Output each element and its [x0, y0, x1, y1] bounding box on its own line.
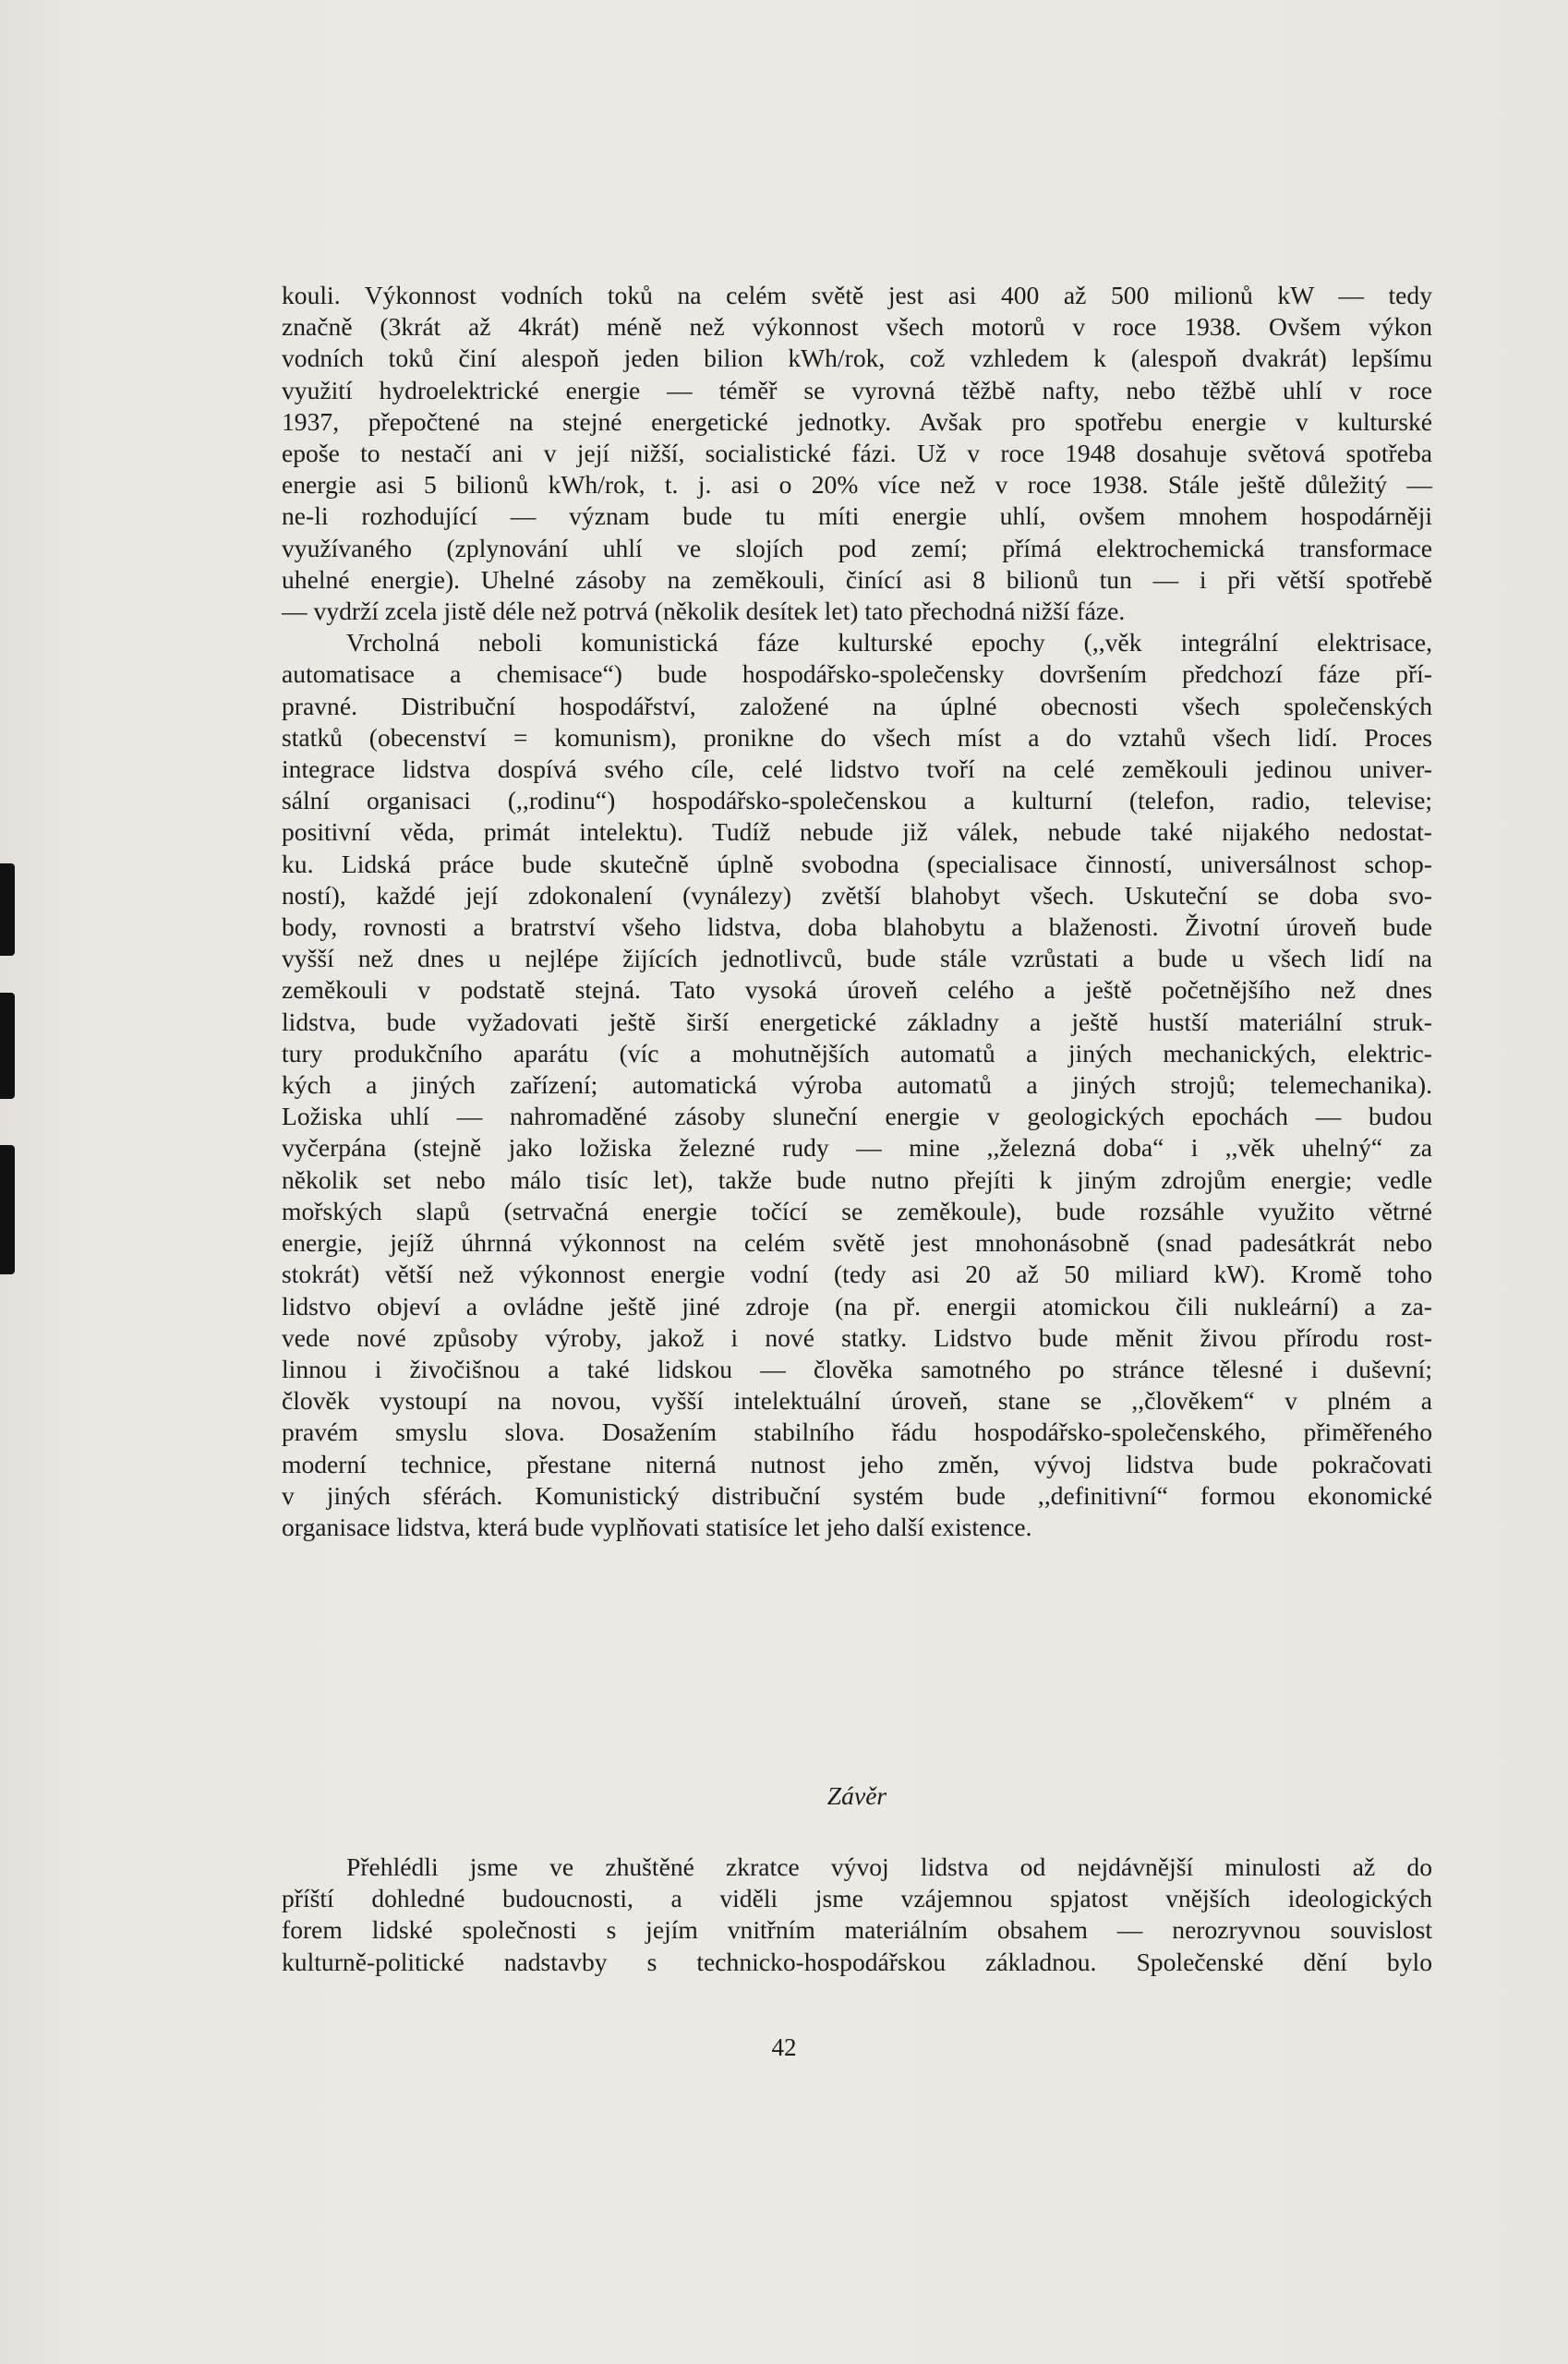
- paragraph-communist-phase: [282, 627, 1432, 1543]
- text-line: zeměkouli v podstatě stejná. Tato vysoká úroveň celého a ještě početnějšího než dnes: [282, 975, 1432, 1005]
- text-line: organisace lidstva, která bude vyplňovati statisíce let jeho další existence.: [282, 1512, 1032, 1541]
- text-line: integrace lidstva dospívá svého cíle, celé lidstvo tvoří na celé zeměkouli jedinou univer-: [282, 754, 1432, 784]
- text-line: pravém smyslu slova. Dosažením stabilního řádu hospodářsko-společenského, přiměřeného: [282, 1417, 1432, 1447]
- paragraph-energy: [282, 280, 1432, 627]
- text-line: sální organisaci (,,rodinu“) hospodářsko-společenskou a kulturní (telefon, radio, televise;: [282, 786, 1432, 815]
- text-line: vyčerpána (stejně jako ložiska železné rudy — mine ,,železná doba“ i ,,věk uhelný“ za: [282, 1133, 1432, 1163]
- text-line: statků (obecenství = komunism), pronikne do všech míst a do vztahů všech lidí. Proces: [282, 722, 1432, 752]
- text-line: kouli. Výkonnost vodních toků na celém světě jest asi 400 až 500 milionů kW — tedy: [282, 281, 1432, 309]
- text-line: lidstva, bude vyžadovati ještě širší energetické základny a ještě hustší materiální struk-: [282, 1007, 1432, 1036]
- body-text: [282, 280, 1432, 1543]
- text-line: několik set nebo málo tisíc let), takže bude nutno přejíti k jiným zdrojům energie; vedle: [282, 1164, 1432, 1194]
- text-line: epoše to nestačí ani v její nižší, socialistické fázi. Už v roce 1948 dosahuje světová spotřeba: [282, 439, 1432, 468]
- text-line: uhelné energie). Uhelné zásoby na zeměkouli, činící asi 8 bilionů tun — i při větší spotřebě: [282, 564, 1432, 594]
- text-line: ností), každé její zdokonalení (vynálezy) zvětší blahobyt všech. Uskuteční se doba svo-: [282, 880, 1432, 910]
- text-line: forem lidské společnosti s jejím vnitřním materiálním obsahem — nerozryvnou souvislost: [282, 1915, 1432, 1945]
- text-line: positivní věda, primát intelektu). Tudíž nebude již válek, nebude také nijakého nedostat-: [282, 817, 1432, 847]
- text-line: vodních toků činí alespoň jeden bilion kWh/rok, což vzhledem k (alespoň dvakrát) lepšímu: [282, 344, 1432, 373]
- text-line: 1937, přepočtené na stejné energetické jednotky. Avšak pro spotřebu energie v kulturské: [282, 406, 1432, 436]
- text-line: lidstvo objeví a ovládne ještě jiné zdroje (na př. energii atomickou čili nukleární) a za-: [282, 1291, 1432, 1321]
- text-line: v jiných sférách. Komunistický distribuční systém bude ,,definitivní“ formou ekonomické: [282, 1480, 1432, 1510]
- page-number: 42: [771, 2033, 797, 2061]
- text-line: energie asi 5 bilionů kWh/rok, t. j. asi o 20% více než v roce 1938. Stále ještě důležitý —: [282, 470, 1432, 500]
- text-line: kých a jiných zařízení; automatická výroba automatů a jiných strojů; telemechanika).: [282, 1070, 1432, 1100]
- text-line: ne-li rozhodující — význam bude tu míti energie uhlí, ovšem mnohem hospodárněji: [282, 501, 1432, 531]
- text-line: linnou i živočišnou a také lidskou — člověka samotného po stránce tělesné i duševní;: [282, 1354, 1432, 1383]
- text-line: energie, jejíž úhrnná výkonnost na celém světě jest mnohonásobně (snad padesátkrát nebo: [282, 1228, 1432, 1258]
- text-line: — vydrží zcela jistě déle než potrvá (několik desítek let) tato přechodná nižší fáze.: [282, 597, 1126, 626]
- conclusion-paragraph: [282, 1851, 1432, 1978]
- text-line: tury produkčního aparátu (víc a mohutnějších automatů a jiných mechanických, elektric-: [282, 1038, 1432, 1067]
- binding-clip-mark: [0, 993, 15, 1099]
- text-line: Přehlédli jsme ve zhuštěné zkratce vývoj lidstva od nejdávnější minulosti až do: [346, 1852, 1432, 1881]
- text-line: využívaného (zplynování uhlí ve slojích pod zemí; přímá elektrochemická transformace: [282, 533, 1432, 562]
- binding-clip-mark: [0, 863, 15, 956]
- text-line: vyšší než dnes u nejlépe žijících jednotlivců, bude stále vzrůstati a bude u všech lidí na: [282, 944, 1432, 973]
- text-line: stokrát) větší než výkonnost energie vodní (tedy asi 20 až 50 miliard kW). Kromě toho: [282, 1260, 1432, 1289]
- text-line: značně (3krát až 4krát) méně než výkonnost všech motorů v roce 1938. Ovšem výkon: [282, 312, 1432, 342]
- text-line: automatisace a chemisace“) bude hospodářsko-společensky dovršením předchozí fáze pří-: [282, 659, 1432, 689]
- text-line: mořských slapů (setrvačná energie točící se zeměkoule), bude rozsáhle využito větrné: [282, 1196, 1432, 1225]
- section-heading: Závěr: [826, 1781, 887, 1810]
- binding-clip-mark: [0, 1145, 15, 1274]
- text-line: člověk vystoupí na novou, vyšší intelektuální úroveň, stane se ,,člověkem“ v plném a: [282, 1386, 1432, 1416]
- text-line: moderní technice, přestane niterná nutnost jeho změn, vývoj lidstva bude pokračovati: [282, 1449, 1432, 1478]
- text-line: využití hydroelektrické energie — téměř se vyrovná těžbě nafty, nebo těžbě uhlí v roce: [282, 375, 1432, 404]
- text-line: Ložiska uhlí — nahromaděné zásoby sluneční energie v geologických epochách — budou: [282, 1102, 1432, 1131]
- text-line: vede nové způsoby výroby, jakož i nové statky. Lidstvo bude měnit živou přírodu rost-: [282, 1322, 1432, 1352]
- text-line: příští dohledné budoucnosti, a viděli jsme vzájemnou spjatost vnějších ideologických: [282, 1884, 1432, 1913]
- text-line: kulturně-politické nadstavby s technicko-hospodářskou základnou. Společenské dění bylo: [282, 1947, 1432, 1976]
- text-line: ku. Lidská práce bude skutečně úplně svobodna (specialisace činností, universálnost schop-: [282, 849, 1432, 878]
- text-line: pravné. Distribuční hospodářství, založené na úplné obecnosti všech společenských: [282, 691, 1432, 720]
- text-line: Vrcholná neboli komunistická fáze kulturské epochy (,,věk integrální elektrisace,: [346, 628, 1432, 657]
- text-line: body, rovnosti a bratrství všeho lidstva, doba blahobytu a blaženosti. Životní úroveň bude: [282, 912, 1432, 942]
